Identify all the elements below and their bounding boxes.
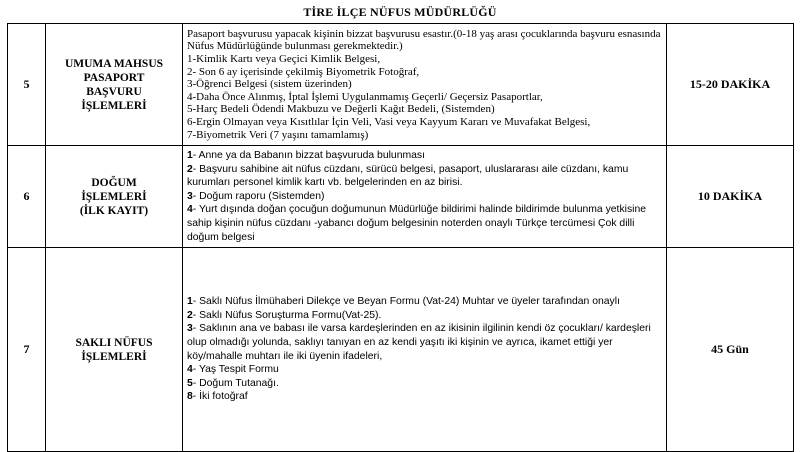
service-duration: 45 Gün [667, 248, 794, 452]
requirement-line: Pasaport başvurusu yapacak kişinin bizzat başvurusu esastır.(0-18 yaş arası çocuklarında başvuru esnasında [187, 27, 661, 40]
service-requirements [183, 146, 667, 248]
service-name-line: BAŞVURU [86, 85, 142, 98]
requirement-item: 4- Yaş Tespit Formu [187, 364, 279, 376]
page-title: TİRE İLÇE NÜFUS MÜDÜRLÜĞÜ [303, 5, 497, 19]
service-name-line: SAKLI NÜFUS [75, 336, 153, 349]
requirement-item: 3- Saklının ana ve babası ile varsa kardeşlerinden en az ikisinin ilgilinin kendi öz çocukları/ kardeşleri olup olmadığı yolunda, saklıyı tanıyan en az kendi yaşıtı iki kişinin ve ayrıca, ikamet ettiği yer köy/mahalle muhtarı ile iki üyenin ifadeleri, [187, 323, 651, 362]
requirement-line: 3-Öğrenci Belgesi (sistem üzerinden) [187, 78, 352, 91]
requirement-item: 2- Saklı Nüfus Soruşturma Formu(Vat-25). [187, 309, 382, 321]
requirement-item: 4- Yurt dışında doğan çocuğun doğumunun Müdürlüğe bildirimi halinde bildirimde bulunma yetkisine sahip kişinin nüfus cüzdanı -yabancı doğum belgesinin noterden onaylı Türkçe tercümesi Çok dilli doğum belgesi [187, 204, 647, 243]
row-number: 6 [8, 146, 46, 248]
row-number: 5 [8, 24, 46, 146]
service-name [46, 248, 183, 452]
service-duration: 15-20 DAKİKA [667, 24, 794, 146]
requirement-line: 5-Harç Bedeli Ödendi Makbuzu ve Değerli Kağıt Bedeli, (Sistemden) [187, 103, 495, 116]
table-row [8, 146, 794, 248]
requirement-line: 2- Son 6 ay içerisinde çekilmiş Biyometrik Fotoğraf, [187, 65, 420, 78]
services-table [7, 23, 794, 452]
service-name-line: DOĞUM [91, 176, 137, 189]
service-duration: 10 DAKİKA [667, 146, 794, 248]
service-name-line: PASAPORT [83, 71, 145, 84]
requirement-item: 1- Anne ya da Babanın bizzat başvuruda bulunması [187, 150, 425, 161]
service-name-line: İŞLEMLERİ [81, 350, 147, 363]
requirement-item: 2- Başvuru sahibine ait nüfus cüzdanı, sürücü belgesi, pasaport, uluslararası aile cüzdanı, kamu kurumları personel kimlik kartı vb. belgelerinden en az birisi. [187, 163, 629, 189]
service-name-line: İŞLEMLERİ [81, 190, 147, 203]
requirement-item: 1- Saklı Nüfus İlmühaberi Dilekçe ve Beyan Formu (Vat-24) Muhtar ve üyeler tarafından onaylı [187, 296, 620, 308]
row-number: 7 [8, 248, 46, 452]
service-requirements [183, 24, 667, 146]
service-name-line: UMUMA MAHSUS [64, 57, 164, 70]
table-row [8, 24, 794, 146]
requirement-item: 3- Doğum raporu (Sistemden) [187, 190, 325, 202]
requirement-item: 8- İki fotoğraf [187, 391, 248, 403]
requirement-line: 7-Biyometrik Veri (7 yaşını tamamlamış) [187, 128, 369, 141]
service-name [46, 146, 183, 248]
table-row [8, 248, 794, 452]
service-name [46, 24, 183, 146]
requirement-line: 4-Daha Önce Alınmış, İptal İşlemi Uygulanmamış Geçerli/ Geçersiz Pasaportlar, [187, 90, 543, 103]
service-name-line: İŞLEMLERİ [81, 99, 147, 112]
requirement-line: 6-Ergin Olmayan veya Kısıtlılar İçin Veli, Vasi veya Kayyum Kararı ve Muvafakat Belgesi, [187, 115, 591, 128]
requirement-item: 5- Doğum Tutanağı. [187, 377, 279, 389]
requirement-line: Nüfus Müdürlüğünde bulunması gerekmektedir.) [187, 40, 403, 53]
service-requirements [183, 248, 667, 452]
requirement-line: 1-Kimlik Kartı veya Geçici Kimlik Belgesi, [187, 53, 381, 66]
service-name-line: (İLK KAYIT) [79, 204, 149, 217]
